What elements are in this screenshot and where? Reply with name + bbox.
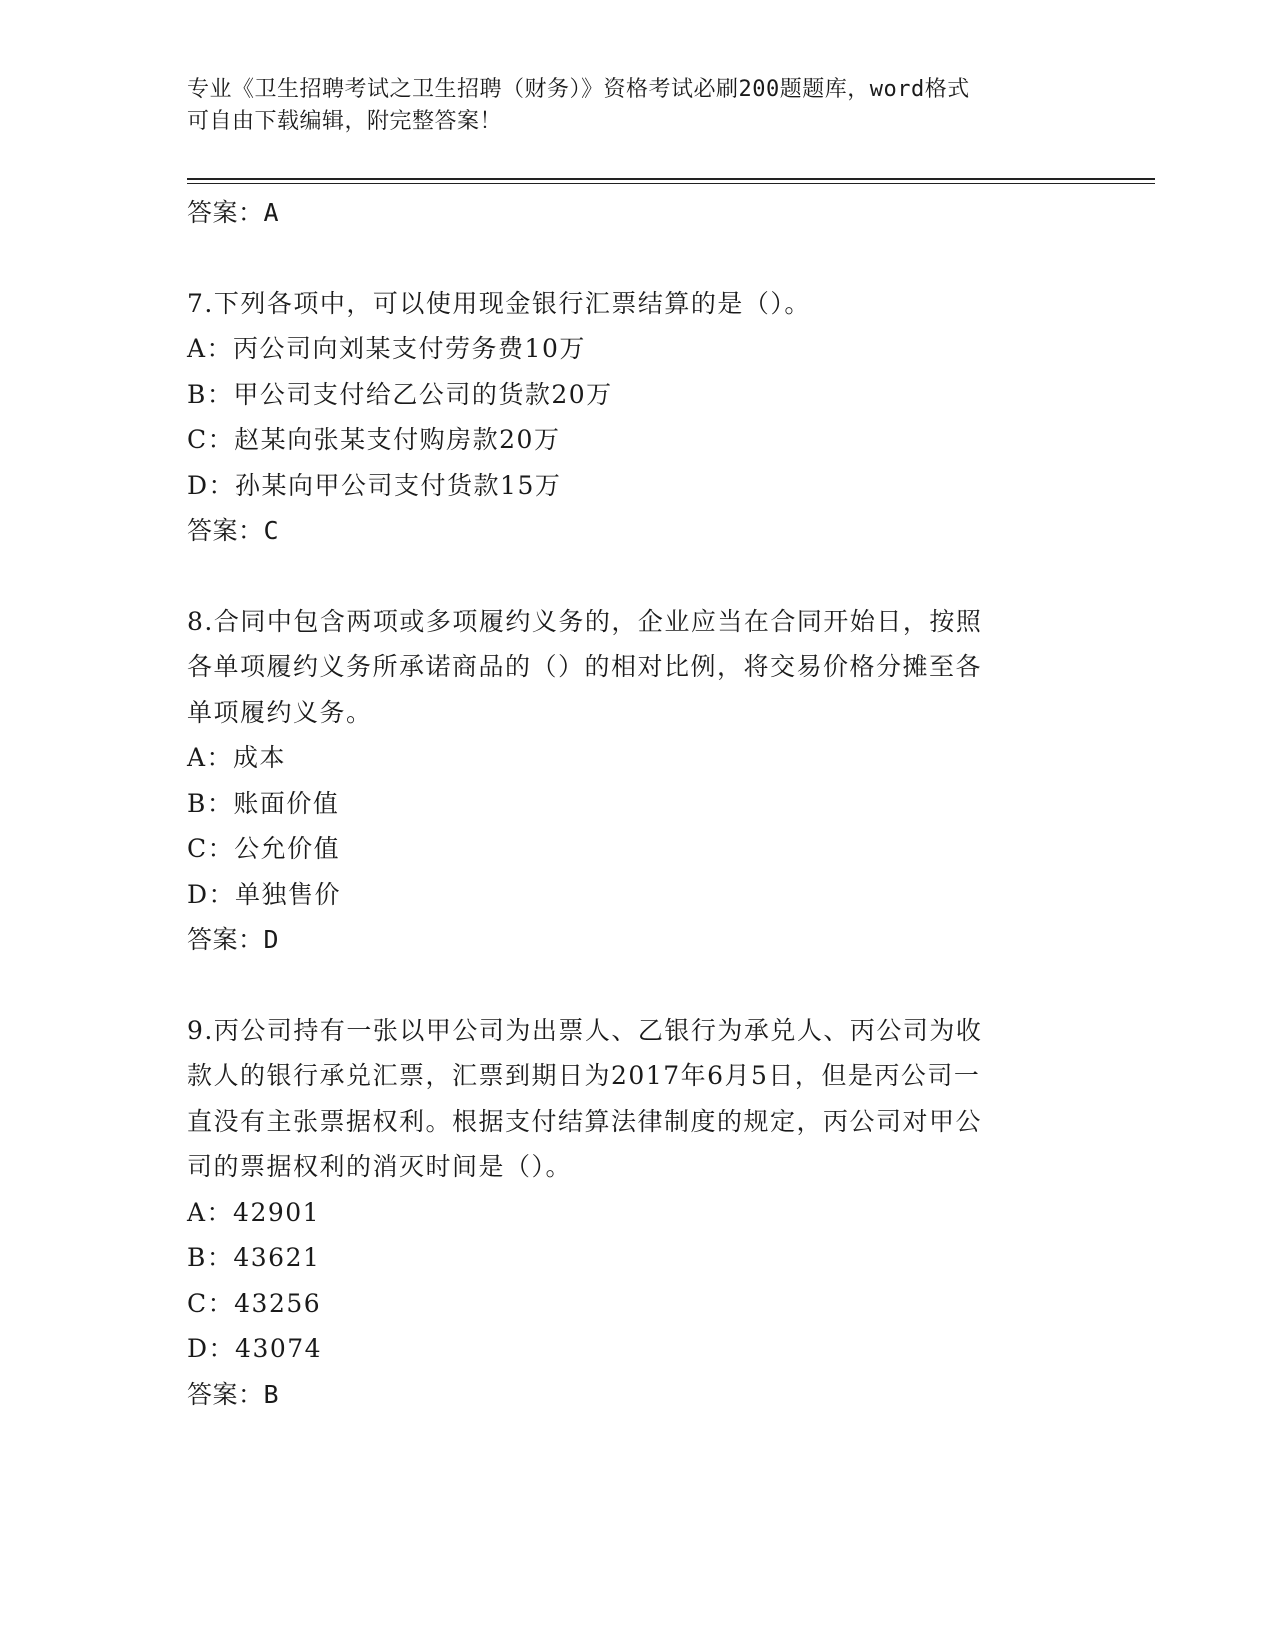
- question-stem-line: 直没有主张票据权利。根据支付结算法律制度的规定，丙公司对甲公: [187, 1106, 983, 1136]
- question-9: [187, 1008, 1087, 1418]
- option-b: B：甲公司支付给乙公司的货款20万: [187, 379, 613, 409]
- spacer: [187, 963, 1087, 1008]
- option-a: A：42901: [187, 1197, 321, 1227]
- option-d: D：单独售价: [187, 879, 342, 909]
- document-body: [187, 190, 1087, 1417]
- answer: 答案：D: [187, 925, 280, 954]
- option-d: D：孙某向甲公司支付货款15万: [187, 470, 562, 500]
- spacer: [187, 554, 1087, 599]
- option-c: C：公允价值: [187, 834, 341, 863]
- answer: 答案：C: [187, 516, 280, 545]
- question-8: [187, 599, 1087, 963]
- option-b: B：账面价值: [187, 788, 340, 818]
- question-7: [187, 281, 1087, 554]
- question-stem-line: 司的票据权利的消灭时间是（）。: [187, 1152, 573, 1181]
- spacer: [187, 236, 1087, 281]
- option-d: D：43074: [187, 1334, 323, 1363]
- option-c: C：赵某向张某支付购房款20万: [187, 425, 561, 454]
- question-stem-line: 单项履约义务。: [187, 697, 373, 727]
- option-a: A：成本: [187, 743, 287, 772]
- option-b: B：43621: [187, 1243, 321, 1272]
- question-stem: 7.下列各项中，可以使用现金银行汇票结算的是（）。: [187, 288, 811, 318]
- previous-answer: 答案：A: [187, 198, 280, 227]
- header-line-2: 可自由下载编辑，附完整答案！: [187, 109, 503, 134]
- header-divider: [187, 178, 1155, 184]
- question-stem-line: 9.丙公司持有一张以甲公司为出票人、乙银行为承兑人、丙公司为收: [187, 1015, 983, 1045]
- answer: 答案：B: [187, 1379, 280, 1409]
- option-a: A：丙公司向刘某支付劳务费10万: [187, 334, 586, 363]
- question-stem-line: 各单项履约义务所承诺商品的（）的相对比例，将交易价格分摊至各: [187, 652, 983, 681]
- header-line-1: 专业《卫生招聘考试之卫生招聘（财务）》资格考试必刷200题题库，word格式: [187, 77, 970, 102]
- page-header: [187, 74, 1087, 138]
- question-stem-line: 8.合同中包含两项或多项履约义务的，企业应当在合同开始日，按照: [187, 606, 983, 636]
- question-stem-line: 款人的银行承兑汇票，汇票到期日为2017年6月5日，但是丙公司一: [187, 1061, 981, 1090]
- option-c: C：43256: [187, 1288, 322, 1318]
